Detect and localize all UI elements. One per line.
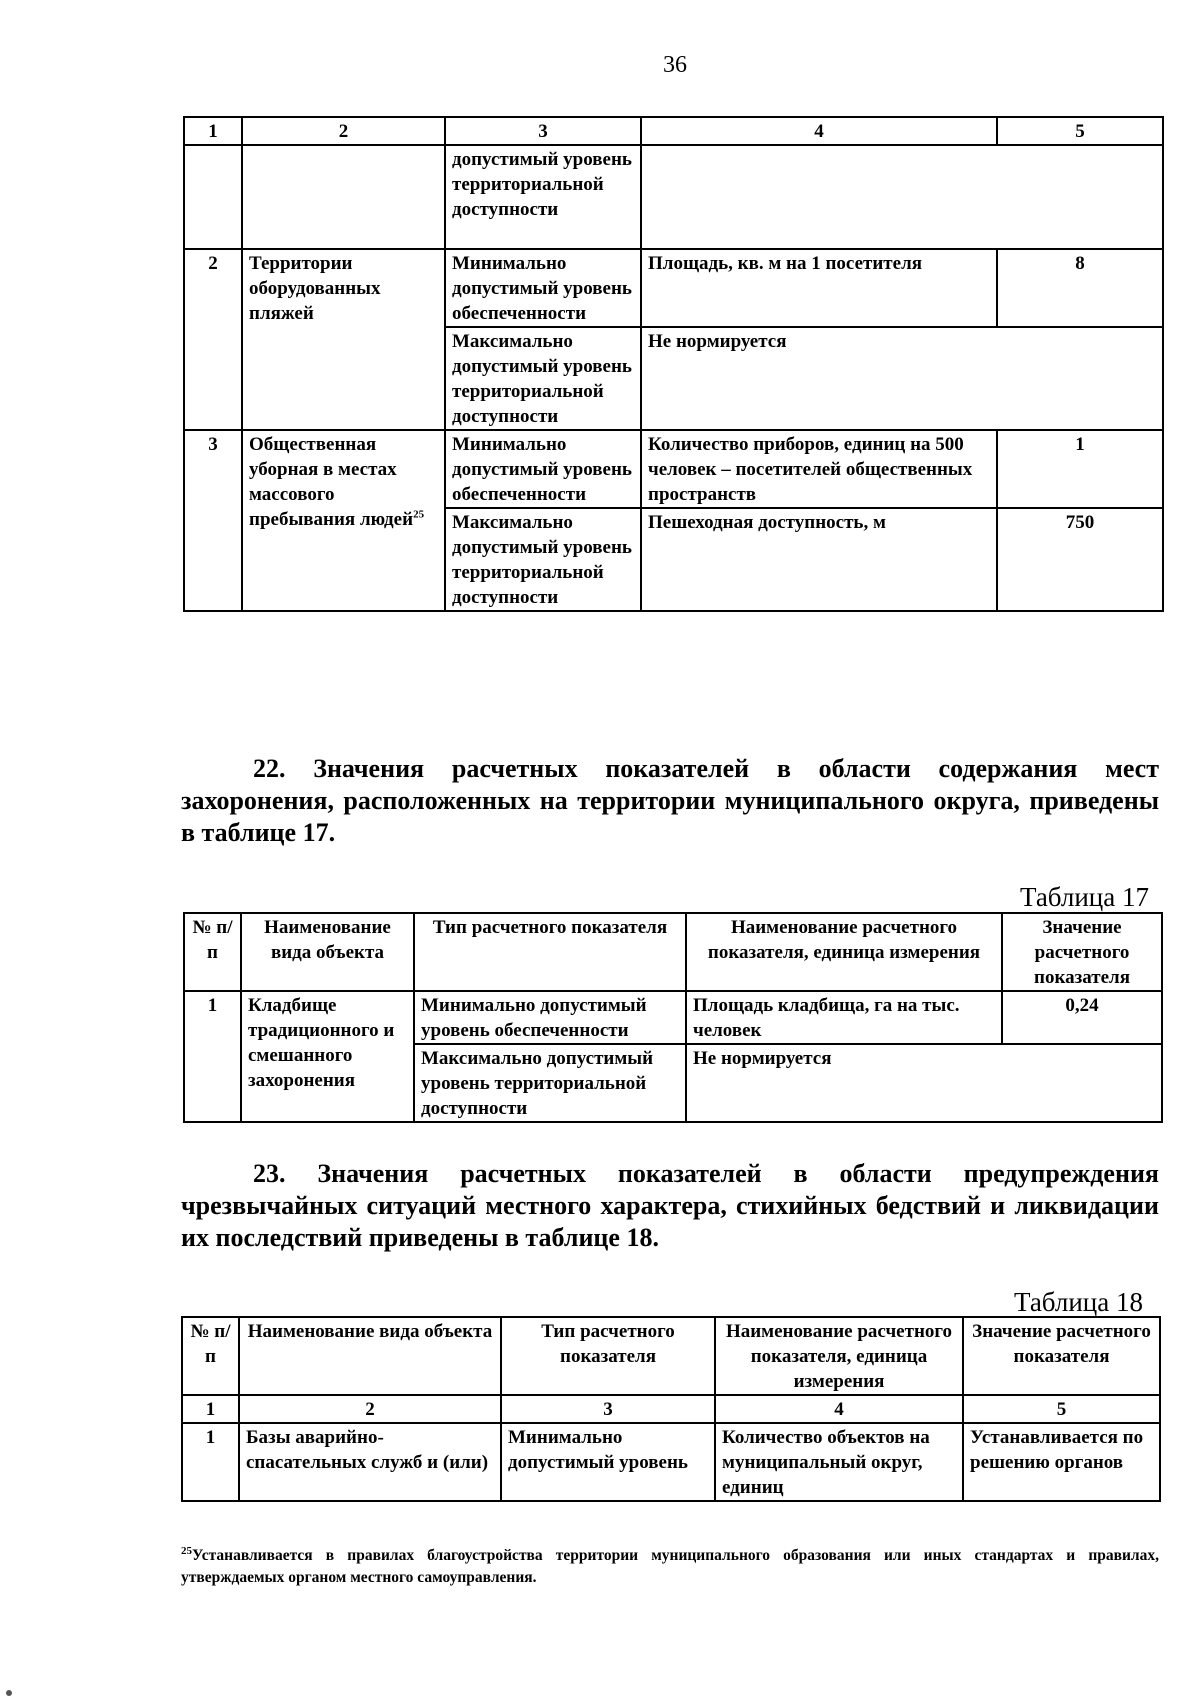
col-num-1: 1: [184, 117, 242, 145]
table-17: [183, 912, 1163, 1123]
col-num-4: 4: [715, 1395, 963, 1423]
row-number: 3: [184, 430, 242, 611]
type-cell: Максимально допустимый уровень территориальной доступности: [445, 327, 641, 430]
value-cell: Устанавливается по решению органов: [963, 1423, 1160, 1501]
type-cell: Минимально допустимый уровень обеспеченности: [445, 249, 641, 327]
header-type: Тип расчетного показателя: [501, 1317, 715, 1395]
table-17-caption: Таблица 17: [1020, 882, 1149, 912]
type-cell: Максимально допустимый уровень территориальной доступности: [414, 1044, 686, 1122]
value-cell: 750: [997, 508, 1163, 611]
object-name: Базы аварийно-спасательных служб и (или): [239, 1423, 501, 1501]
row-number: 2: [184, 249, 242, 430]
type-cell: Минимально допустимый уровень обеспеченности: [445, 430, 641, 508]
object-name: Общественная уборная в местах массового пребывания людей$^{25}$: [242, 430, 445, 611]
table-header-row: [184, 913, 1162, 991]
footnote-ref: 25: [413, 508, 425, 521]
table-row: [184, 145, 1163, 249]
row-number: 1: [182, 1423, 239, 1501]
type-cell: Минимально допустимый уровень обеспеченности: [414, 991, 686, 1044]
object-name: Территории оборудованных пляжей: [242, 249, 445, 430]
paragraph-23: 23. Значения расчетных показателей в области предупреждения чрезвычайных ситуаций местного характера, стихийных бедствий и ликвидации их последствий приведены в таблице 18.: [181, 1159, 1159, 1252]
header-value: Значение расчетного показателя: [1002, 913, 1162, 991]
table-row: [184, 991, 1162, 1044]
indicator-cell: Не нормируется: [641, 327, 1163, 430]
paragraph-22: 22. Значения расчетных показателей в области содержания мест захоронения, расположенных на территории муниципального округа, приведены в таблице 17.: [181, 754, 1159, 847]
table-18: [181, 1316, 1161, 1502]
table-row: [184, 249, 1163, 327]
indicator-cell: Площадь, кв. м на 1 посетителя: [641, 249, 997, 327]
indicator-cell: Количество объектов на муниципальный округ, единиц: [715, 1423, 963, 1501]
type-cell: допустимый уровень территориальной доступности: [445, 145, 641, 249]
page-number: 36: [663, 52, 687, 78]
indicator-cell: Не нормируется: [686, 1044, 1162, 1122]
table-header-row: [182, 1317, 1160, 1395]
col-num-5: 5: [963, 1395, 1160, 1423]
header-indicator: Наименование расчетного показателя, единица измерения: [715, 1317, 963, 1395]
table-continued: [183, 116, 1164, 612]
table-number-row: [182, 1395, 1160, 1423]
table-row: [184, 430, 1163, 508]
col-num-4: 4: [641, 117, 997, 145]
value-cell: 0,24: [1002, 991, 1162, 1044]
header-object: Наименование вида объекта: [241, 913, 414, 991]
object-name: Кладбище традиционного и смешанного захоронения: [241, 991, 414, 1122]
header-num: № п/п: [182, 1317, 239, 1395]
scan-artifact: [6, 1690, 12, 1696]
col-num-5: 5: [997, 117, 1163, 145]
col-num-3: 3: [445, 117, 641, 145]
header-value: Значение расчетного показателя: [963, 1317, 1160, 1395]
indicator-cell: Пешеходная доступность, м: [641, 508, 997, 611]
footnote-text: Устанавливается в правилах благоустройства территории муниципального образования или иных стандартах и правилах, утверждаемых органом местного самоуправления.: [181, 1547, 1159, 1586]
header-indicator: Наименование расчетного показателя, единица измерения: [686, 913, 1002, 991]
col-num-1: 1: [182, 1395, 239, 1423]
col-num-3: 3: [501, 1395, 715, 1423]
type-cell: Максимально допустимый уровень территориальной доступности: [445, 508, 641, 611]
value-cell: 8: [997, 249, 1163, 327]
col-num-2: 2: [239, 1395, 501, 1423]
header-object: Наименование вида объекта: [239, 1317, 501, 1395]
header-type: Тип расчетного показателя: [414, 913, 686, 991]
value-cell: 1: [997, 430, 1163, 508]
row-number: 1: [184, 991, 241, 1122]
footnote-mark: 25: [181, 1544, 192, 1557]
table-18-caption: Таблица 18: [1014, 1287, 1143, 1317]
table-header-row: [184, 117, 1163, 145]
type-cell: Минимально допустимый уровень: [501, 1423, 715, 1501]
col-num-2: 2: [242, 117, 445, 145]
indicator-cell: Площадь кладбища, га на тыс. человек: [686, 991, 1002, 1044]
indicator-cell: Количество приборов, единиц на 500 человек – посетителей общественных пространств: [641, 430, 997, 508]
table-row: [182, 1423, 1160, 1501]
header-num: № п/п: [184, 913, 241, 991]
footnote: [181, 1545, 1159, 1589]
